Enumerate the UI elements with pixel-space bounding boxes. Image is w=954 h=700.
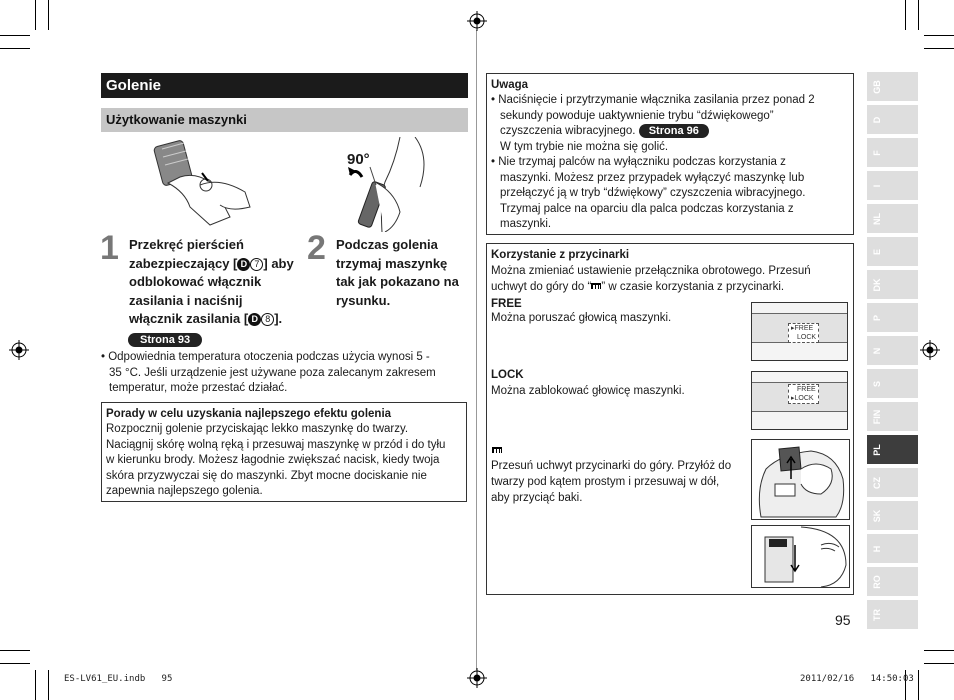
tab-sk[interactable] <box>867 501 918 530</box>
shaver-hand-illustration <box>150 137 260 232</box>
page-ref-93[interactable]: Strona 93 <box>128 333 202 347</box>
tab-label: NL <box>872 212 882 225</box>
uwaga-box <box>486 73 854 235</box>
footer-timestamp: 2011/02/16 14:50:03 <box>800 674 914 684</box>
registration-mark-right <box>920 340 940 360</box>
free-text: Można poruszać głowicą maszynki. <box>491 312 672 324</box>
tab-dk[interactable] <box>867 270 918 299</box>
subsection-title: Użytkowanie maszynki <box>101 108 468 132</box>
trimmer-intro: Można zmieniać ustawienie przełącznika obrotowego. Przesuń uchwyt do góry do “ ” w czasie korzystania z przycinarki. <box>491 265 811 293</box>
tab-label: SK <box>872 509 882 522</box>
tab-label: E <box>872 248 882 255</box>
ref-d-icon: D <box>237 258 250 271</box>
step-1-text: Przekręć pierścień zabezpieczający [ D 7 ] aby odblokować włącznik zasilania i naciśnij włącznik zasilania [ D 8 ]. <box>129 237 294 326</box>
step-2-text: Podczas golenia trzymaj maszynkę tak jak pokazano na rysunku. <box>336 237 459 308</box>
tab-ro[interactable] <box>867 567 918 596</box>
ref-d-icon: D <box>248 313 261 326</box>
trimmer-closeup-illustration <box>751 439 850 520</box>
tab-s[interactable] <box>867 369 918 398</box>
tab-label: P <box>872 314 882 321</box>
uwaga-text: • Naciśnięcie i przytrzymanie włącznika zasilania przez ponad 2 sekundy powoduje uaktywnienie trybu “dźwiękowego” czyszczenia wibracyjnego. Strona 96 W tym trybie nie można się golić. • Nie trzymaj palców na wyłączniku podczas korzystania z maszynki. Możesz przez przypadek wyłączyć maszynkę lub przełączyć ją w tryb “dźwiękowy” czyszczenia wibracyjnego. Trzymaj palce na oparciu dla palca podczas korzystania z maszynki. <box>491 94 815 230</box>
page-number: 95 <box>835 612 851 628</box>
free-title: FREE <box>491 298 522 310</box>
tab-gb[interactable] <box>867 72 918 101</box>
trimmer-icon <box>492 447 502 453</box>
registration-mark-left <box>9 340 29 360</box>
tab-label: PL <box>872 443 882 456</box>
tips-box <box>101 402 467 502</box>
tab-label: I <box>872 184 882 187</box>
tab-n[interactable] <box>867 336 918 365</box>
tab-label: D <box>872 116 882 123</box>
tab-p[interactable] <box>867 303 918 332</box>
tab-label: F <box>872 149 882 156</box>
tab-d[interactable] <box>867 105 918 134</box>
lock-switch-illustration: FREE ▸LOCK <box>751 371 848 430</box>
footer-file: ES-LV61_EU.indb 95 <box>64 674 173 684</box>
shaving-face-illustration <box>340 137 450 232</box>
trimming-face-illustration <box>751 525 850 588</box>
tab-tr[interactable] <box>867 600 918 629</box>
angle-label: 90° <box>347 151 370 168</box>
tips-title: Porady w celu uzyskania najlepszego efektu golenia <box>106 408 392 420</box>
tab-f[interactable] <box>867 138 918 167</box>
tab-label: GB <box>872 79 882 94</box>
temperature-note: • Odpowiednia temperatura otoczenia podczas użycia wynosi 5 - 35 °C. Jeśli urządzenie jest używane poza zalecanym zakresem temperatur, może przestać działać. <box>101 351 436 394</box>
ref-8-icon: 8 <box>261 313 274 326</box>
lock-text: Można zablokować głowicę maszynki. <box>491 385 685 397</box>
tab-label: S <box>872 380 882 387</box>
ref-7-icon: 7 <box>250 258 263 271</box>
page-ref-96[interactable]: Strona 96 <box>639 124 709 138</box>
tab-fin[interactable] <box>867 402 918 431</box>
tab-label: CZ <box>872 476 882 489</box>
tab-label: H <box>872 545 882 552</box>
tab-i[interactable] <box>867 171 918 200</box>
tab-label: RO <box>872 574 882 589</box>
trimmer-title: Korzystanie z przycinarki <box>491 249 630 261</box>
tab-label: N <box>872 347 882 354</box>
registration-mark-bottom <box>467 668 487 688</box>
tab-label: TR <box>872 608 882 621</box>
lock-title: LOCK <box>491 369 524 381</box>
registration-mark-top <box>467 11 487 31</box>
step-2-number: 2 <box>307 229 326 267</box>
tab-nl[interactable] <box>867 204 918 233</box>
tab-e[interactable] <box>867 237 918 266</box>
tab-label: FIN <box>872 409 882 424</box>
trimmer-icon <box>591 283 601 289</box>
tab-label: DK <box>872 278 882 291</box>
uwaga-title: Uwaga <box>491 79 529 91</box>
tab-cz[interactable] <box>867 468 918 497</box>
step-1-number: 1 <box>100 229 119 267</box>
tips-text: Rozpocznij golenie przyciskając lekko maszynkę do twarzy. Naciągnij skórę wolną ręką i przesuwaj maszynkę w przód i do tyłu w kierunku brody. Możesz łagodnie zwiększać nacisk, kiedy twoja skóra przyzwyczai się do maszynki. Zbyt mocne dociskanie nie zapewnia najlepszego golenia. <box>106 423 446 497</box>
tab-h[interactable] <box>867 534 918 563</box>
tab-pl[interactable] <box>867 435 918 464</box>
trim-text: Przesuń uchwyt przycinarki do góry. Przyłóż do twarzy pod kątem prostym i przesuwaj w dół, aby przyciąć baki. <box>491 460 732 504</box>
section-title: Golenie <box>101 73 468 98</box>
free-switch-illustration: ▸FREE LOCK <box>751 302 848 361</box>
